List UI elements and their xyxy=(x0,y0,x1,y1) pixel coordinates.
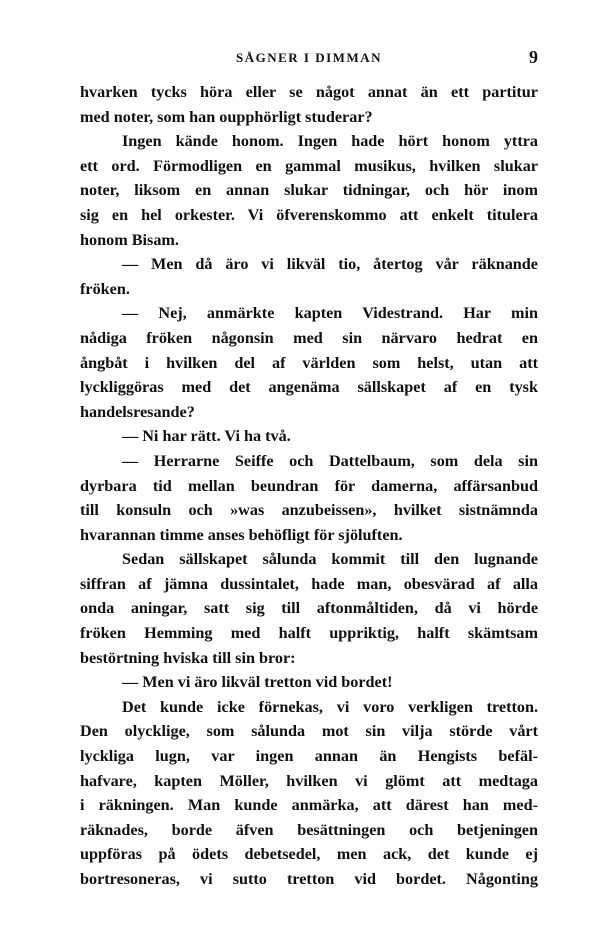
text-line: dyrbara tid mellan beundran för damerna, affärsanbud xyxy=(80,476,538,495)
text-line: uppföras på ödets debetsedel, men ack, det kunde ej xyxy=(80,845,538,864)
text-line: hvarken tycks höra eller se något annat än ett partitur xyxy=(80,83,538,101)
text-line: siffran af jämna dussintalet, hade man, obesvärad af alla xyxy=(80,574,538,593)
text-line: i räkningen. Man kunde anmärka, att därest han med- xyxy=(80,796,538,815)
text-line: hafvare, kapten Möller, hvilken vi glömt att medtaga xyxy=(80,771,538,790)
text-line: Det kunde icke förnekas, vi voro verkligen tretton. xyxy=(122,697,538,716)
text-line: med noter, som han oupphörligt studerar? xyxy=(80,107,373,126)
text-line: — Ni har rätt. Vi ha två. xyxy=(122,427,291,446)
text-line: — Men vi äro likväl tretton vid bordet! xyxy=(122,673,393,692)
text-line: sig en hel orkester. Vi öfverenskommo att enkelt titulera xyxy=(80,205,538,224)
running-title: SÅGNER I DIMMAN xyxy=(236,50,382,65)
text-line: — Nej, anmärkte kapten Videstrand. Har min xyxy=(122,304,538,323)
text-line: lyckliggöras med det angenäma sällskapet af en tysk xyxy=(80,378,538,397)
text-line: hvarannan timme anses behöfligt för sjöluften. xyxy=(80,525,403,544)
text-line: fröken. xyxy=(80,279,130,298)
text-line: handelsresande? xyxy=(80,402,195,421)
text-line: nådiga fröken någonsin med sin närvaro hedrat en xyxy=(80,328,538,347)
text-line: Den olycklige, som sålunda mot sin vilja störde vårt xyxy=(80,722,538,741)
text-line: onda aningar, satt sig till aftonmåltiden, då vi hörde xyxy=(80,599,538,618)
body-text xyxy=(80,80,538,892)
text-line: fröken Hemming med halft uppriktig, halft skämtsam xyxy=(80,624,538,643)
text-line: bortresoneras, vi sutto tretton vid bordet. Någonting xyxy=(80,870,538,888)
page-number: 9 xyxy=(529,47,538,67)
text-line: ett ord. Förmodligen en gammal musikus, hvilken slukar xyxy=(80,156,538,175)
text-line: Sedan sällskapet sålunda kommit till den lugnande xyxy=(122,550,538,569)
text-line: noter, liksom en annan slukar tidningar, och hör inom xyxy=(80,181,538,200)
text-line: Ingen kände honom. Ingen hade hört honom yttra xyxy=(122,132,538,151)
text-line: till konsuln och »was anzubeissen», hvilket sistnämnda xyxy=(80,501,538,520)
text-line: — Herrarne Seiffe och Dattelbaum, som dela sin xyxy=(122,451,538,470)
text-line: — Men då äro vi likväl tio, återtog vår räknande xyxy=(122,255,538,274)
text-line: ångbåt i hvilken del af världen som helst, utan att xyxy=(80,353,538,372)
text-line: lyckliga lugn, var ingen annan än Hengists befäl- xyxy=(80,747,538,766)
text-line: räknades, borde äfven besättningen och betjeningen xyxy=(80,820,538,839)
running-head xyxy=(80,47,538,69)
text-line: bestörtning hviska till sin bror: xyxy=(80,648,296,667)
text-line: honom Bisam. xyxy=(80,230,179,249)
